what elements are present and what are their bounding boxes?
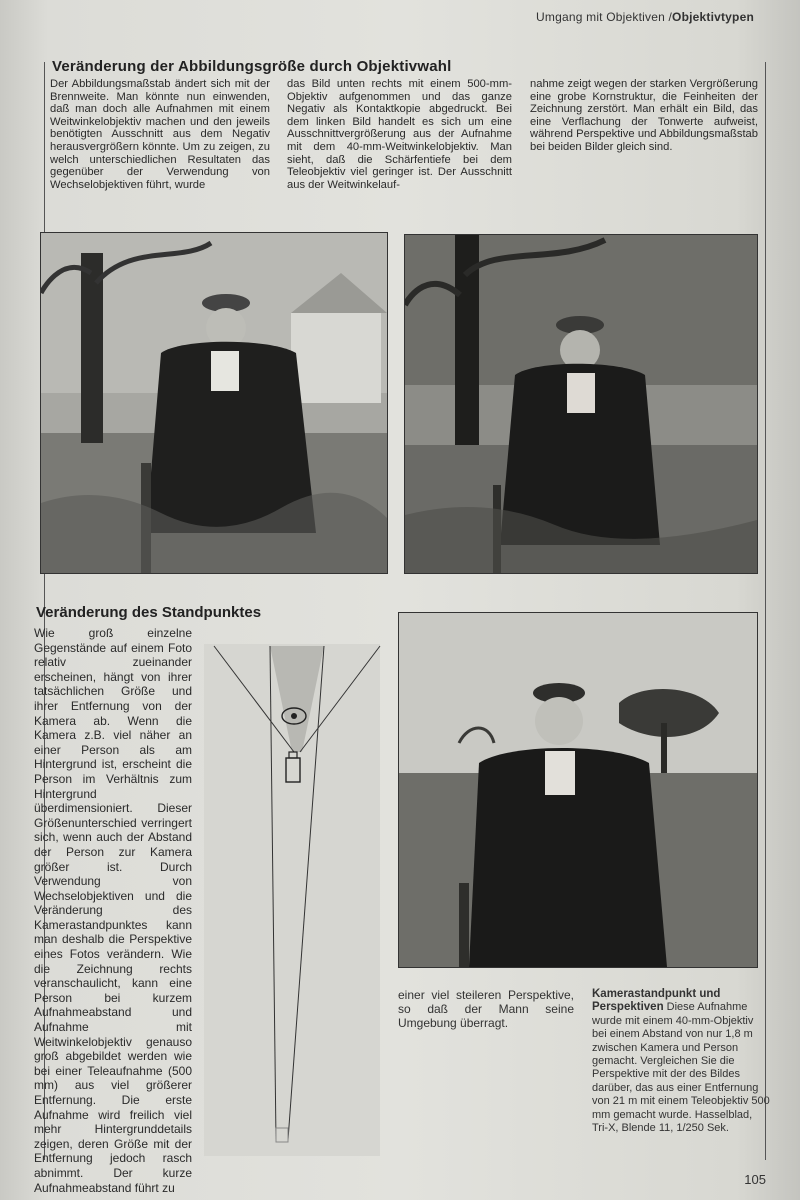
photo-caption xyxy=(592,988,770,1135)
photo-wide-angle-crop xyxy=(40,232,388,574)
section2-body: Wie groß einzelne Gegenstände auf einem Foto relativ zueinander erscheinen, hängt von ihrer tatsächlichen Größe und ihrer Entfernung von der Kamera ab. Wenn die Kamera z.B. viel näher an einer Person als am Hintergrund ist, erscheint die Person im Verhältnis zum Hintergrund überdimensioniert. Dieser Größenunterschied verringert sich, wenn auch der Abstand der Person zur Kamera größer ist. Durch Verwendung von Wechselobjektiven und die Veränderung des Kamerastandpunktes kann man deshalb die Perspektive eines Fotos verändern. Wie die Zeichnung rechts veranschaulicht, kann eine Person bei kurzem Aufnahmeabstand und Aufnahme mit Weitwinkelobjektiv genauso groß abgebildet werden wie bei einer Teleaufnahme (500 mm) aus viel größerer Entfernung. Die erste Aufnahme wird freilich viel mehr Hintergrunddetails zeigen, deren Größe mit der Entfernung jedoch rasch abnimmt. Der kurze Aufnahmeabstand führt zu xyxy=(34,626,192,1195)
section2-title: Veränderung des Standpunktes xyxy=(36,604,262,621)
section1-column-1: Der Abbildungsmaßstab ändert sich mit der Brennweite. Man könnte nun einwenden, daß man doch alle Aufnahmen mit einem Weitwinkelobjektiv machen und den jeweils benötigten Ausschnitt aus dem Negativ herausvergrößern könnte. Um zu zeigen, zu welch unterschiedlichen Resultaten das gegenüber der Verwendung von Wechselobjektiven führt, wurde xyxy=(50,78,270,191)
photo-caption-body: Diese Aufnahme wurde mit einem 40-mm-Objektiv bei einem Abstand von nur 1,8 m zwischen Kamera und Person gemacht. Vergleichen Sie die Perspektive mit der des Bildes darüber, das aus einer Entfernung von 21 m mit einem Teleobjektiv 500 mm gemacht wurde. xyxy=(592,1001,770,1121)
caption-perspective-continued: einer viel steileren Perspektive, so daß der Mann seine Umgebung überragt. xyxy=(398,988,574,1030)
photo-telephoto xyxy=(404,234,758,574)
perspective-diagram xyxy=(202,640,382,1160)
photo-caption-title: Kamerastandpunkt und Perspektiven xyxy=(592,988,721,1014)
page-number: 105 xyxy=(744,1172,766,1187)
photo-caption-technical: Hasselblad, Tri-X, Blende 11, 1/250 Sek. xyxy=(592,1108,753,1135)
running-head-section: Umgang mit Objektiven / xyxy=(536,10,673,24)
section1-title: Veränderung der Abbildungsgröße durch Objektivwahl xyxy=(52,58,452,75)
running-head-subsection: Objektivtypen xyxy=(672,10,754,24)
photo-close-wide-angle xyxy=(398,612,758,968)
running-head xyxy=(536,10,754,24)
section1-column-3: nahme zeigt wegen der starken Vergrößerung eine grobe Kornstruktur, die Feinheiten der Zeichnung zerstört. Man erhält ein Bild, das eine Verflachung der Tonwerte aufweist, während Perspektive und Abbildungsmaßstab bei beiden Bilder gleich sind. xyxy=(530,78,758,153)
section1-column-2: das Bild unten rechts mit einem 500-mm-Objektiv aufgenommen und das ganze Negativ als Kontaktkopie abgedruckt. Bei dem linken Bild handelt es sich um eine Ausschnittvergrößerung aus der Aufnahme mit dem 40-mm-Weitwinkelobjektiv. Man sieht, daß die Schärfentiefe bei dem Teleobjektiv viel geringer ist. Der Ausschnitt aus der Weitwinkelauf- xyxy=(287,78,512,191)
